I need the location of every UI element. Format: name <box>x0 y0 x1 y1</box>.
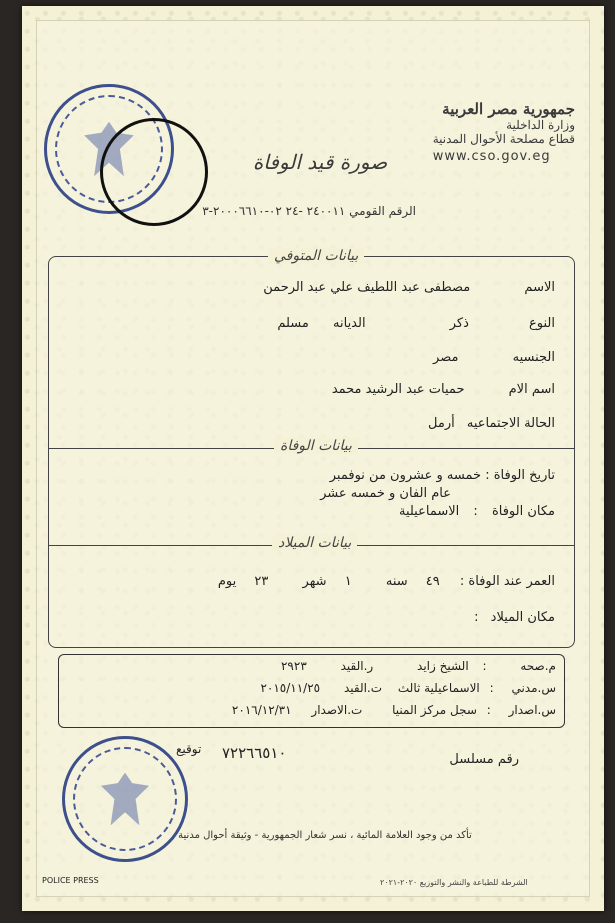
death-place-label: مكان الوفاة <box>491 504 555 519</box>
document-title: صورة قيد الوفاة <box>252 150 388 174</box>
death-place-row: مكان الوفاة : الاسماعيلية <box>398 504 555 519</box>
death-date-value: خمسه و عشرون من نوفمبر <box>329 468 482 483</box>
entry-date-value: ٢٠١٥/١١/٢٥ <box>260 681 321 695</box>
civil-value: الاسماعيلية ثالث <box>397 681 480 695</box>
marital-value: أرمل <box>428 416 455 431</box>
birth-section-title: بيانات الميلاد <box>272 535 357 551</box>
entry-no-label: ر.القيد <box>340 659 374 673</box>
death-section-title: بيانات الوفاة <box>274 438 358 454</box>
mother-value: حميات عبد الرشيد محمد <box>331 382 465 397</box>
printer-name: POLICE PRESS <box>42 876 99 885</box>
office-label: م.صحه <box>520 659 556 673</box>
marital-label: الحالة الاجتماعيه <box>466 416 555 431</box>
age-row: العمر عند الوفاة : ٤٩ سنه ١ شهر ٢٣ يوم <box>217 574 555 589</box>
website-url: www.cso.gov.eg <box>432 149 551 164</box>
registry-row-2: س.مدني : الاسماعيلية ثالث ت.القيد ٢٠١٥/١١/٢٥ <box>260 681 556 695</box>
age-months-unit: شهر <box>302 574 327 589</box>
age-years-unit: سنه <box>385 574 408 589</box>
death-date-label: تاريخ الوفاة <box>493 468 555 483</box>
death-date-row: تاريخ الوفاة : خمسه و عشرون من نوفمبر <box>329 468 555 483</box>
name-value: مصطفى عبد اللطيف علي عبد الرحمن <box>263 280 471 295</box>
age-years: ٤٩ <box>425 574 440 589</box>
signature-label: توقيع <box>176 742 202 756</box>
pen-circle-mark <box>100 118 208 226</box>
birthplace-label: مكان الميلاد <box>490 610 555 625</box>
name-row <box>263 280 555 295</box>
issuer-header <box>433 100 575 164</box>
death-place-value: الاسماعيلية <box>398 504 460 519</box>
official-seal-bottom <box>62 736 188 862</box>
gender-value: ذكر <box>449 316 469 331</box>
age-months: ١ <box>344 574 352 589</box>
registry-row-3: س.اصدار : سجل مركز المنيا ت.الاصدار ٢٠١٦/١٢/٣١ <box>231 703 556 717</box>
nationality-label: الجنسيه <box>512 350 555 365</box>
gender-row <box>277 316 555 331</box>
serial-value: ٧٢٢٦٦٥١٠ <box>222 744 287 762</box>
civil-label: س.مدني <box>511 681 556 695</box>
marital-row <box>428 416 555 431</box>
office-value: الشيخ زايد <box>417 659 469 673</box>
nationality-row <box>433 350 555 365</box>
entry-date-label: ت.القيد <box>343 681 383 695</box>
ministry-name: وزارة الداخلية <box>506 118 575 132</box>
mother-label: اسم الام <box>508 382 555 397</box>
printer-name-ar: الشرطة للطباعة والنشر والتوزيع ٢٠٢٠-٢٠٢١ <box>380 878 528 887</box>
age-days-unit: يوم <box>217 574 237 589</box>
deceased-section-title: بيانات المتوفي <box>268 248 364 264</box>
sector-name: قطاع مصلحة الأحوال المدنية <box>432 132 575 146</box>
religion-label: الديانه <box>333 316 366 331</box>
issued-value: سجل مركز المنيا <box>392 703 477 717</box>
issued-label: س.اصدار <box>508 703 556 717</box>
death-date-value-line2: عام الفان و خمسه عشر <box>320 486 451 501</box>
gender-label: النوع <box>529 316 555 331</box>
religion-value: مسلم <box>277 316 309 331</box>
republic-name: جمهورية مصر العربية <box>442 100 575 118</box>
entry-no-value: ٢٩٢٣ <box>280 659 307 673</box>
national-id: الرقم القومي ٢٤٠٠١١ -٢٤ ٠٢-٢٠٠٠٦٦١٠-٣ <box>202 204 416 218</box>
name-label: الاسم <box>524 280 555 295</box>
footer-note: تأكد من وجود العلامة المائية ، نسر شعار الجمهورية - وثيقة أحوال مدنية <box>178 830 472 841</box>
nationality-value: مصر <box>433 350 459 365</box>
issue-date-value: ٢٠١٦/١٢/٣١ <box>231 703 292 717</box>
registry-row-1: م.صحه : الشيخ زايد ر.القيد ٢٩٢٣ <box>280 659 556 673</box>
age-label: العمر عند الوفاة <box>468 574 555 589</box>
issue-date-label: ت.الاصدار <box>311 703 363 717</box>
age-days: ٢٣ <box>254 574 269 589</box>
birthplace-row: مكان الميلاد : <box>474 610 555 625</box>
serial-label: رقم مسلسل <box>449 752 519 767</box>
registry-box <box>58 654 565 728</box>
death-date-row-2 <box>320 486 451 501</box>
mother-row <box>332 382 555 397</box>
